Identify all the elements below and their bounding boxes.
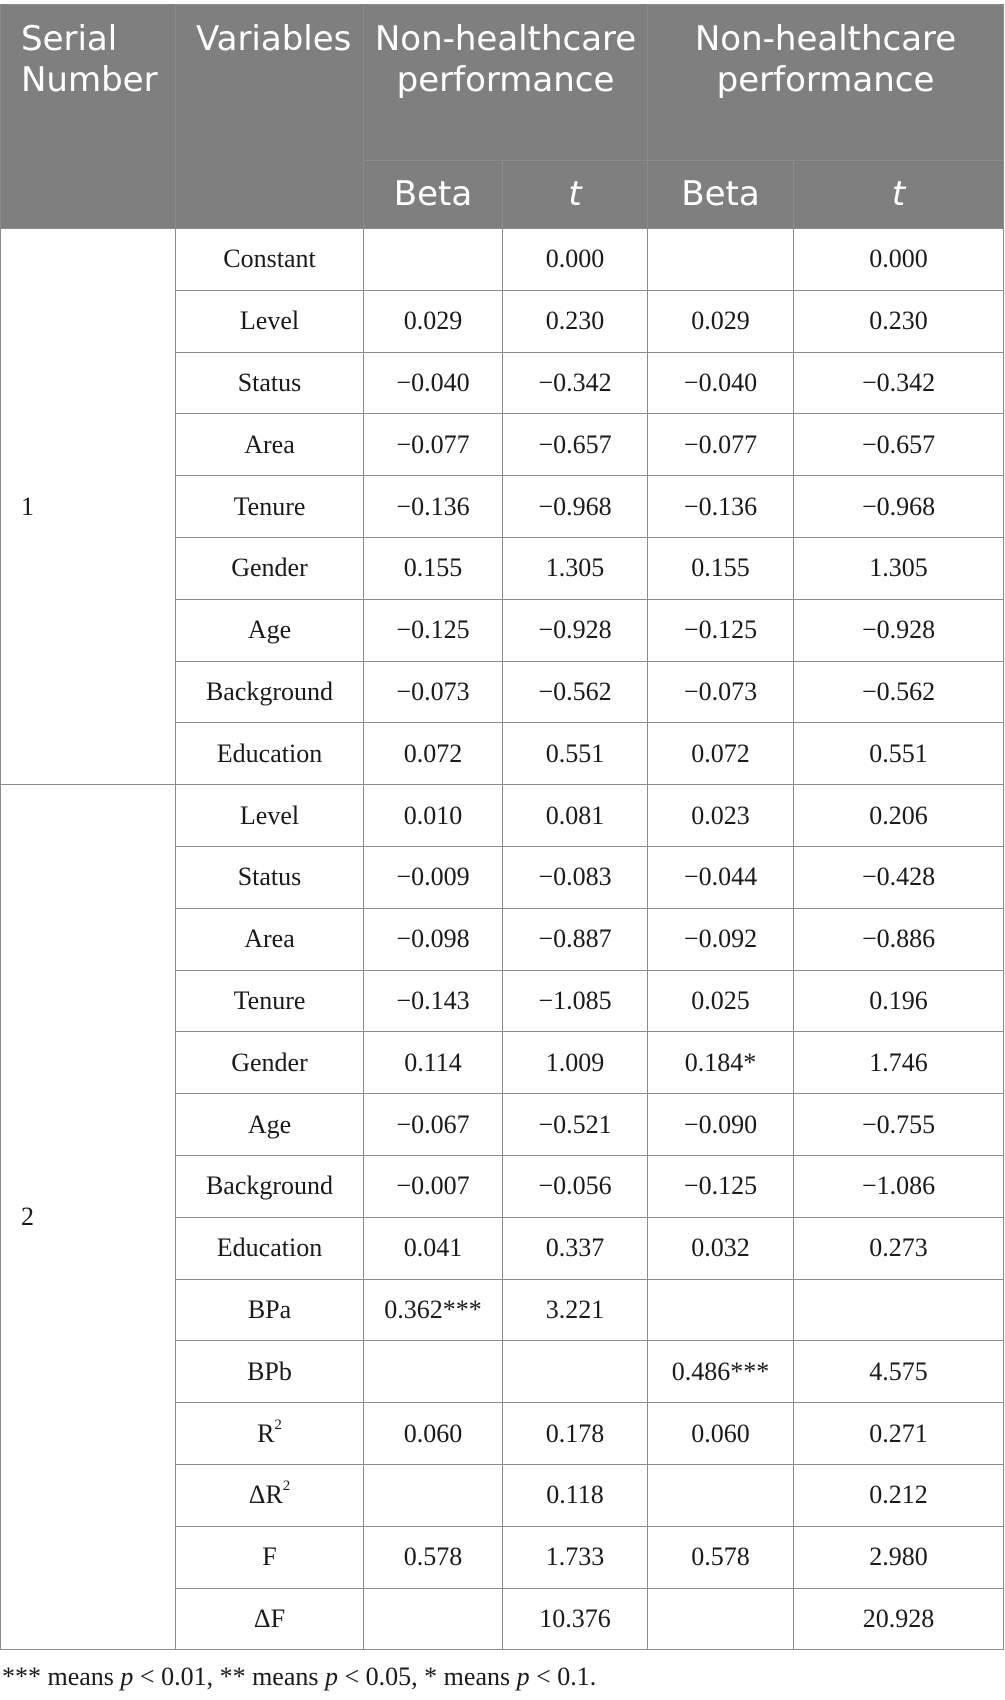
t-cell: 0.178 <box>503 1403 648 1465</box>
t-cell: −0.562 <box>794 661 1004 723</box>
t-cell: −0.657 <box>794 414 1004 476</box>
t-cell: 0.118 <box>503 1464 648 1526</box>
variable-name: Status <box>237 367 302 397</box>
beta-cell: 0.060 <box>364 1403 503 1465</box>
beta-cell: −0.125 <box>648 1155 794 1217</box>
variable-name: Background <box>205 1171 334 1201</box>
t-cell: 0.551 <box>503 723 648 785</box>
variable-cell <box>176 599 364 661</box>
beta-cell: 0.155 <box>364 537 503 599</box>
footnote-p-symbol: p <box>120 1662 134 1692</box>
variable-cell <box>176 1279 364 1341</box>
beta-cell: −0.009 <box>364 846 503 908</box>
header-serial-number: Serial Number <box>1 5 176 229</box>
beta-cell: −0.040 <box>364 352 503 414</box>
header-variables: Variables <box>176 5 364 229</box>
beta-cell: −0.077 <box>364 414 503 476</box>
beta-cell: 0.578 <box>364 1526 503 1588</box>
variable-cell <box>176 908 364 970</box>
beta-cell: −0.136 <box>648 476 794 538</box>
t-cell: −0.562 <box>503 661 648 723</box>
variable-name: Tenure <box>233 985 306 1015</box>
beta-cell: −0.125 <box>648 599 794 661</box>
table-footnote <box>0 1662 1005 1692</box>
t-cell: 1.746 <box>794 1032 1004 1094</box>
variable-cell <box>176 476 364 538</box>
variable-name: BPb <box>247 1356 292 1386</box>
beta-cell: 0.010 <box>364 785 503 847</box>
t-cell <box>794 1279 1004 1341</box>
t-cell: 0.337 <box>503 1217 648 1279</box>
beta-cell: 0.041 <box>364 1217 503 1279</box>
footnote-text: < 0.1. <box>529 1662 597 1692</box>
variable-name: Gender <box>231 1047 308 1077</box>
beta-cell <box>648 1279 794 1341</box>
variable-cell <box>176 723 364 785</box>
t-cell: 0.206 <box>794 785 1004 847</box>
beta-cell: −0.044 <box>648 846 794 908</box>
variable-name: Age <box>247 615 292 645</box>
beta-cell: −0.125 <box>364 599 503 661</box>
beta-cell <box>364 1464 503 1526</box>
beta-cell: 0.072 <box>364 723 503 785</box>
variable-name: Background <box>205 676 334 706</box>
t-cell: 0.196 <box>794 970 1004 1032</box>
beta-cell: 0.184* <box>648 1032 794 1094</box>
t-cell: 0.212 <box>794 1464 1004 1526</box>
variable-cell <box>176 1341 364 1403</box>
variable-name: Area <box>244 429 295 459</box>
serial-number-cell: 2 <box>1 785 176 1650</box>
t-cell: −1.086 <box>794 1155 1004 1217</box>
table-container <box>0 4 1005 1692</box>
variable-cell <box>176 352 364 414</box>
beta-cell: 0.362*** <box>364 1279 503 1341</box>
variable-cell <box>176 1032 364 1094</box>
table-row <box>1 229 1004 291</box>
beta-cell: −0.073 <box>364 661 503 723</box>
beta-cell: −0.040 <box>648 352 794 414</box>
t-cell: −0.083 <box>503 846 648 908</box>
beta-cell: 0.072 <box>648 723 794 785</box>
beta-cell: 0.578 <box>648 1526 794 1588</box>
t-cell: −0.428 <box>794 846 1004 908</box>
variable-cell <box>176 290 364 352</box>
variable-cell <box>176 1464 364 1526</box>
beta-cell: −0.143 <box>364 970 503 1032</box>
beta-cell: −0.073 <box>648 661 794 723</box>
t-cell: −0.657 <box>503 414 648 476</box>
variable-name: BPa <box>247 1294 292 1324</box>
variable-cell <box>176 414 364 476</box>
beta-cell: 0.029 <box>364 290 503 352</box>
beta-cell: 0.023 <box>648 785 794 847</box>
t-cell: −0.342 <box>503 352 648 414</box>
variable-cell <box>176 846 364 908</box>
t-cell <box>503 1341 648 1403</box>
variable-cell <box>176 1217 364 1279</box>
beta-cell: −0.077 <box>648 414 794 476</box>
variable-name: Level <box>239 800 300 830</box>
header-group-1: Non-healthcare performance <box>364 5 648 161</box>
variable-cell <box>176 229 364 291</box>
t-cell: 0.081 <box>503 785 648 847</box>
beta-cell: 0.032 <box>648 1217 794 1279</box>
t-cell: 3.221 <box>503 1279 648 1341</box>
variable-name: ΔR <box>248 1480 283 1510</box>
beta-cell: −0.136 <box>364 476 503 538</box>
footnote-p-symbol: p <box>325 1662 339 1692</box>
t-cell: 1.009 <box>503 1032 648 1094</box>
beta-cell <box>364 1341 503 1403</box>
t-cell: −0.928 <box>503 599 648 661</box>
header-beta-1: Beta <box>364 161 503 229</box>
variable-cell <box>176 1403 364 1465</box>
t-cell: −1.085 <box>503 970 648 1032</box>
beta-cell: 0.486*** <box>648 1341 794 1403</box>
t-cell: 0.551 <box>794 723 1004 785</box>
variable-cell <box>176 785 364 847</box>
t-cell: 1.733 <box>503 1526 648 1588</box>
variable-superscript: 2 <box>282 1478 291 1495</box>
beta-cell: −0.067 <box>364 1094 503 1156</box>
t-cell: −0.887 <box>503 908 648 970</box>
beta-cell: −0.090 <box>648 1094 794 1156</box>
variable-name: Education <box>216 1233 323 1263</box>
header-group-2: Non-healthcare performance <box>648 5 1004 161</box>
beta-cell <box>648 1464 794 1526</box>
variable-name: Level <box>239 306 300 336</box>
beta-cell: 0.025 <box>648 970 794 1032</box>
table-header <box>1 5 1004 229</box>
beta-cell <box>648 1588 794 1650</box>
variable-name: Area <box>244 924 295 954</box>
variable-name: F <box>262 1542 277 1572</box>
variable-superscript: 2 <box>274 1416 282 1433</box>
footnote-text: < 0.05, * means <box>338 1662 517 1692</box>
t-cell: 1.305 <box>503 537 648 599</box>
variable-cell <box>176 970 364 1032</box>
t-cell: 0.000 <box>794 229 1004 291</box>
t-cell: 1.305 <box>794 537 1004 599</box>
beta-cell <box>364 1588 503 1650</box>
t-cell: 0.230 <box>794 290 1004 352</box>
header-beta-2: Beta <box>648 161 794 229</box>
variable-name: Tenure <box>233 491 306 521</box>
beta-cell: −0.092 <box>648 908 794 970</box>
t-cell: −0.755 <box>794 1094 1004 1156</box>
variable-name: Constant <box>223 244 316 274</box>
variable-name: R <box>257 1418 275 1448</box>
t-cell: −0.968 <box>794 476 1004 538</box>
t-cell: −0.928 <box>794 599 1004 661</box>
variable-cell <box>176 1155 364 1217</box>
header-t-1: t <box>503 161 648 229</box>
beta-cell: 0.155 <box>648 537 794 599</box>
beta-cell: −0.007 <box>364 1155 503 1217</box>
beta-cell: 0.060 <box>648 1403 794 1465</box>
t-cell: 0.230 <box>503 290 648 352</box>
t-cell: 0.271 <box>794 1403 1004 1465</box>
t-cell: 0.273 <box>794 1217 1004 1279</box>
footnote-text: *** means <box>2 1662 121 1692</box>
regression-table <box>0 4 1004 1650</box>
table-body <box>1 229 1004 1650</box>
variable-cell <box>176 537 364 599</box>
t-cell: 2.980 <box>794 1526 1004 1588</box>
variable-name: ΔF <box>253 1603 286 1633</box>
footnote-text: < 0.01, ** means <box>133 1662 326 1692</box>
header-t-2: t <box>794 161 1004 229</box>
t-cell: −0.342 <box>794 352 1004 414</box>
t-cell: −0.886 <box>794 908 1004 970</box>
variable-name: Education <box>216 738 323 768</box>
t-cell: 4.575 <box>794 1341 1004 1403</box>
footnote-p-symbol: p <box>516 1662 530 1692</box>
variable-cell <box>176 661 364 723</box>
variable-name: Status <box>237 862 302 892</box>
t-cell: 0.000 <box>503 229 648 291</box>
variable-name: Age <box>247 1109 292 1139</box>
variable-cell <box>176 1588 364 1650</box>
beta-cell: 0.114 <box>364 1032 503 1094</box>
t-cell: 10.376 <box>503 1588 648 1650</box>
table-row <box>1 785 1004 847</box>
variable-name: Gender <box>231 553 308 583</box>
beta-cell: −0.098 <box>364 908 503 970</box>
beta-cell: 0.029 <box>648 290 794 352</box>
variable-cell <box>176 1094 364 1156</box>
t-cell: −0.968 <box>503 476 648 538</box>
variable-cell <box>176 1526 364 1588</box>
t-cell: 20.928 <box>794 1588 1004 1650</box>
t-cell: −0.056 <box>503 1155 648 1217</box>
serial-number-cell: 1 <box>1 229 176 785</box>
beta-cell <box>648 229 794 291</box>
t-cell: −0.521 <box>503 1094 648 1156</box>
beta-cell <box>364 229 503 291</box>
